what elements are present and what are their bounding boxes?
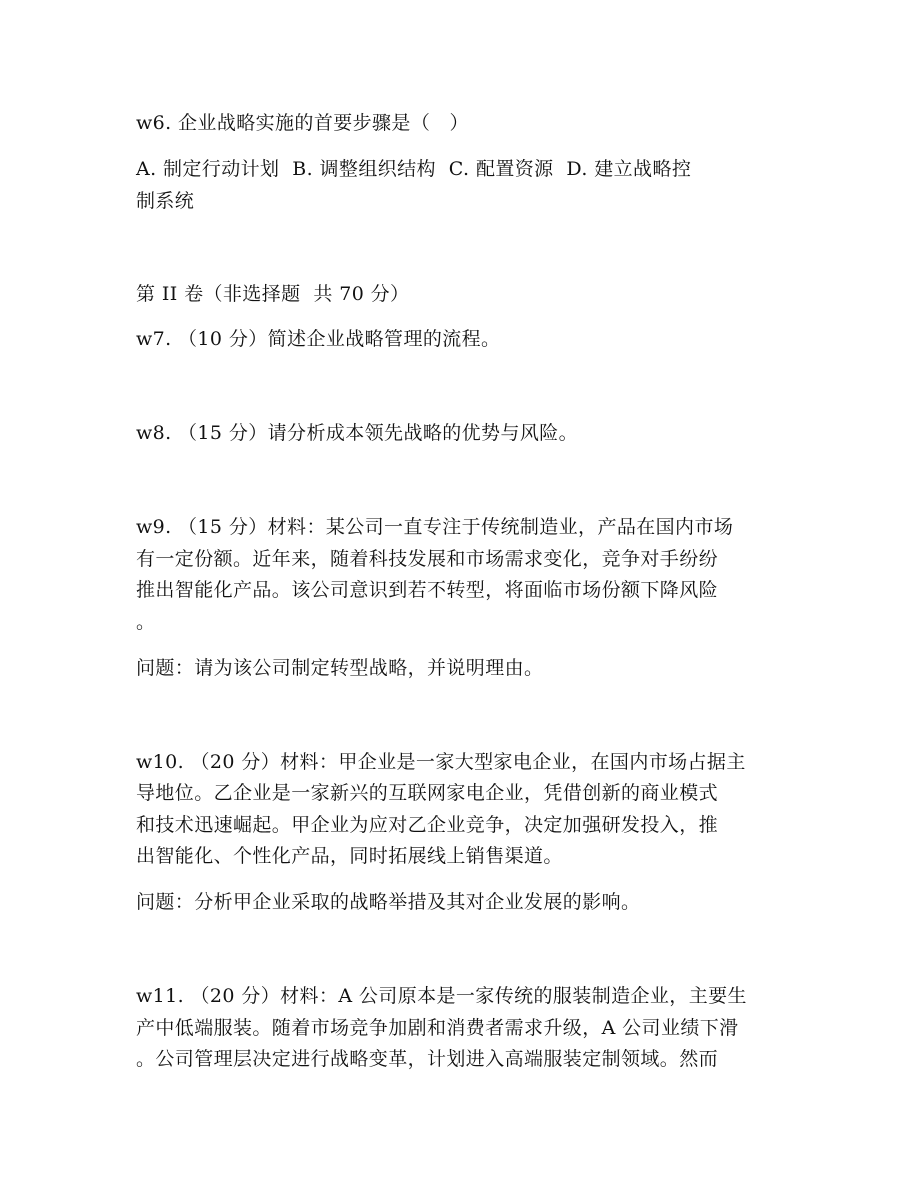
q9-material-line-2: 有一定份额。近年来，随着科技发展和市场需求变化，竞争对手纷纷 — [136, 548, 719, 570]
q11-material-line-2: 产中低端服装。随着市场竞争加剧和消费者需求升级，A 公司业绩下滑 — [136, 1017, 739, 1039]
q6-options-line-2: 制系统 — [136, 190, 195, 212]
q10-material-line-3: 和技术迅速崛起。甲企业为应对乙企业竞争，决定加强研发投入，推 — [136, 814, 719, 836]
q6-stem: w6. 企业战略实施的首要步骤是（ ） — [136, 112, 469, 134]
q8-text: w8. （15 分）请分析成本领先战略的优势与风险。 — [136, 422, 579, 444]
q7-text: w7. （10 分）简述企业战略管理的流程。 — [136, 328, 501, 350]
q9-question: 问题：请为该公司制定转型战略，并说明理由。 — [136, 657, 544, 679]
q10-material-line-2: 导地位。乙企业是一家新兴的互联网家电企业，凭借创新的商业模式 — [136, 782, 719, 804]
q6-options-line-1: A. 制定行动计划 B. 调整组织结构 C. 配置资源 D. 建立战略控 — [136, 158, 692, 180]
q9-material-line-3: 推出智能化产品。该公司意识到若不转型，将面临市场份额下降风险 — [136, 579, 719, 601]
q10-material-line-1: w10. （20 分）材料：甲企业是一家大型家电企业，在国内市场占据主 — [136, 751, 746, 773]
q10-question: 问题：分析甲企业采取的战略举措及其对企业发展的影响。 — [136, 891, 641, 913]
q9-material-line-4: 。 — [136, 611, 156, 633]
q9-material-line-1: w9. （15 分）材料：某公司一直专注于传统制造业，产品在国内市场 — [136, 516, 734, 538]
q11-material-line-1: w11. （20 分）材料：A 公司原本是一家传统的服装制造企业，主要生 — [136, 985, 747, 1007]
q11-material-line-3: 。公司管理层决定进行战略变革，计划进入高端服装定制领域。然而 — [136, 1048, 719, 1070]
section-heading: 第 II 卷（非选择题 共 70 分） — [136, 283, 410, 305]
q10-material-line-4: 出智能化、个性化产品，同时拓展线上销售渠道。 — [136, 845, 563, 867]
